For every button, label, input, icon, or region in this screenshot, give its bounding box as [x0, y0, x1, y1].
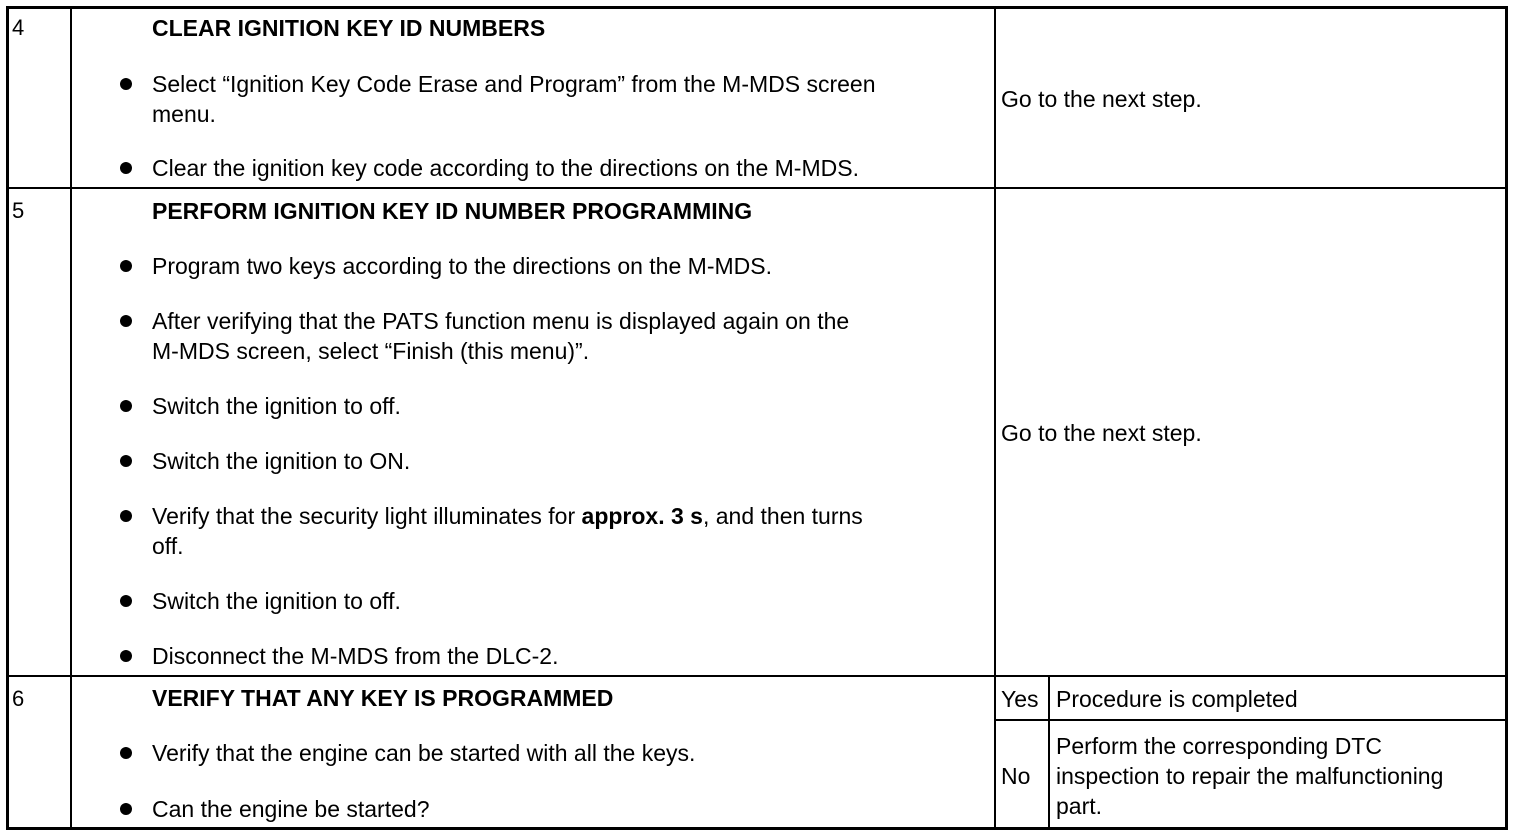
step-instruction: Program two keys according to the directions on the M-MDS. — [152, 253, 772, 279]
step-instruction: off. — [152, 533, 184, 559]
step-instruction: Disconnect the M-MDS from the DLC-2. — [152, 643, 559, 669]
bullet-icon — [120, 455, 132, 467]
step-title: PERFORM IGNITION KEY ID NUMBER PROGRAMMING — [152, 198, 753, 224]
no-label: No — [1001, 763, 1031, 789]
step-instruction: menu. — [152, 101, 216, 127]
bullet-icon — [120, 315, 132, 327]
no-result: Perform the corresponding DTC — [1056, 733, 1382, 759]
row-divider-5-6 — [6, 675, 1508, 677]
col-divider-yes-no — [1048, 676, 1050, 828]
step-title: VERIFY THAT ANY KEY IS PROGRAMMED — [152, 685, 614, 711]
bullet-icon — [120, 747, 132, 759]
step-number: 5 — [12, 198, 25, 223]
step-instruction: Select “Ignition Key Code Erase and Program” from the M-MDS screen — [152, 71, 876, 97]
no-result: part. — [1056, 793, 1103, 819]
row-divider-yes-no — [995, 719, 1507, 721]
yes-label: Yes — [1001, 686, 1039, 712]
instruction-text: , and then turns — [702, 503, 863, 529]
step-instruction — [152, 501, 863, 531]
bullet-icon — [120, 803, 132, 815]
col-divider-step — [70, 6, 72, 830]
row-divider-4-5 — [6, 187, 1508, 189]
step-instruction: M-MDS screen, select “Finish (this menu)”. — [152, 338, 590, 364]
bullet-icon — [120, 400, 132, 412]
step-instruction: Can the engine be started? — [152, 796, 430, 822]
bullet-icon — [120, 650, 132, 662]
instruction-emphasis: approx. 3 s — [581, 503, 703, 529]
step-instruction: Clear the ignition key code according to the directions on the M-MDS. — [152, 155, 859, 181]
step-instruction: Verify that the engine can be started with all the keys. — [152, 740, 696, 766]
bullet-icon — [120, 260, 132, 272]
col-divider-result — [994, 6, 996, 830]
step-result: Go to the next step. — [1001, 86, 1202, 112]
step-title: CLEAR IGNITION KEY ID NUMBERS — [152, 15, 546, 41]
step-instruction: Switch the ignition to ON. — [152, 448, 411, 474]
step-result: Go to the next step. — [1001, 420, 1202, 446]
step-instruction: Switch the ignition to off. — [152, 393, 401, 419]
bullet-icon — [120, 595, 132, 607]
no-result: inspection to repair the malfunctioning — [1056, 763, 1444, 789]
instruction-text: Verify that the security light illuminates for — [152, 503, 582, 529]
step-number: 6 — [12, 686, 25, 711]
step-instruction: After verifying that the PATS function menu is displayed again on the — [152, 308, 850, 334]
bullet-icon — [120, 510, 132, 522]
step-number: 4 — [12, 15, 25, 40]
yes-result: Procedure is completed — [1056, 686, 1298, 712]
step-instruction: Switch the ignition to off. — [152, 588, 401, 614]
bullet-icon — [120, 162, 132, 174]
bullet-icon — [120, 78, 132, 90]
